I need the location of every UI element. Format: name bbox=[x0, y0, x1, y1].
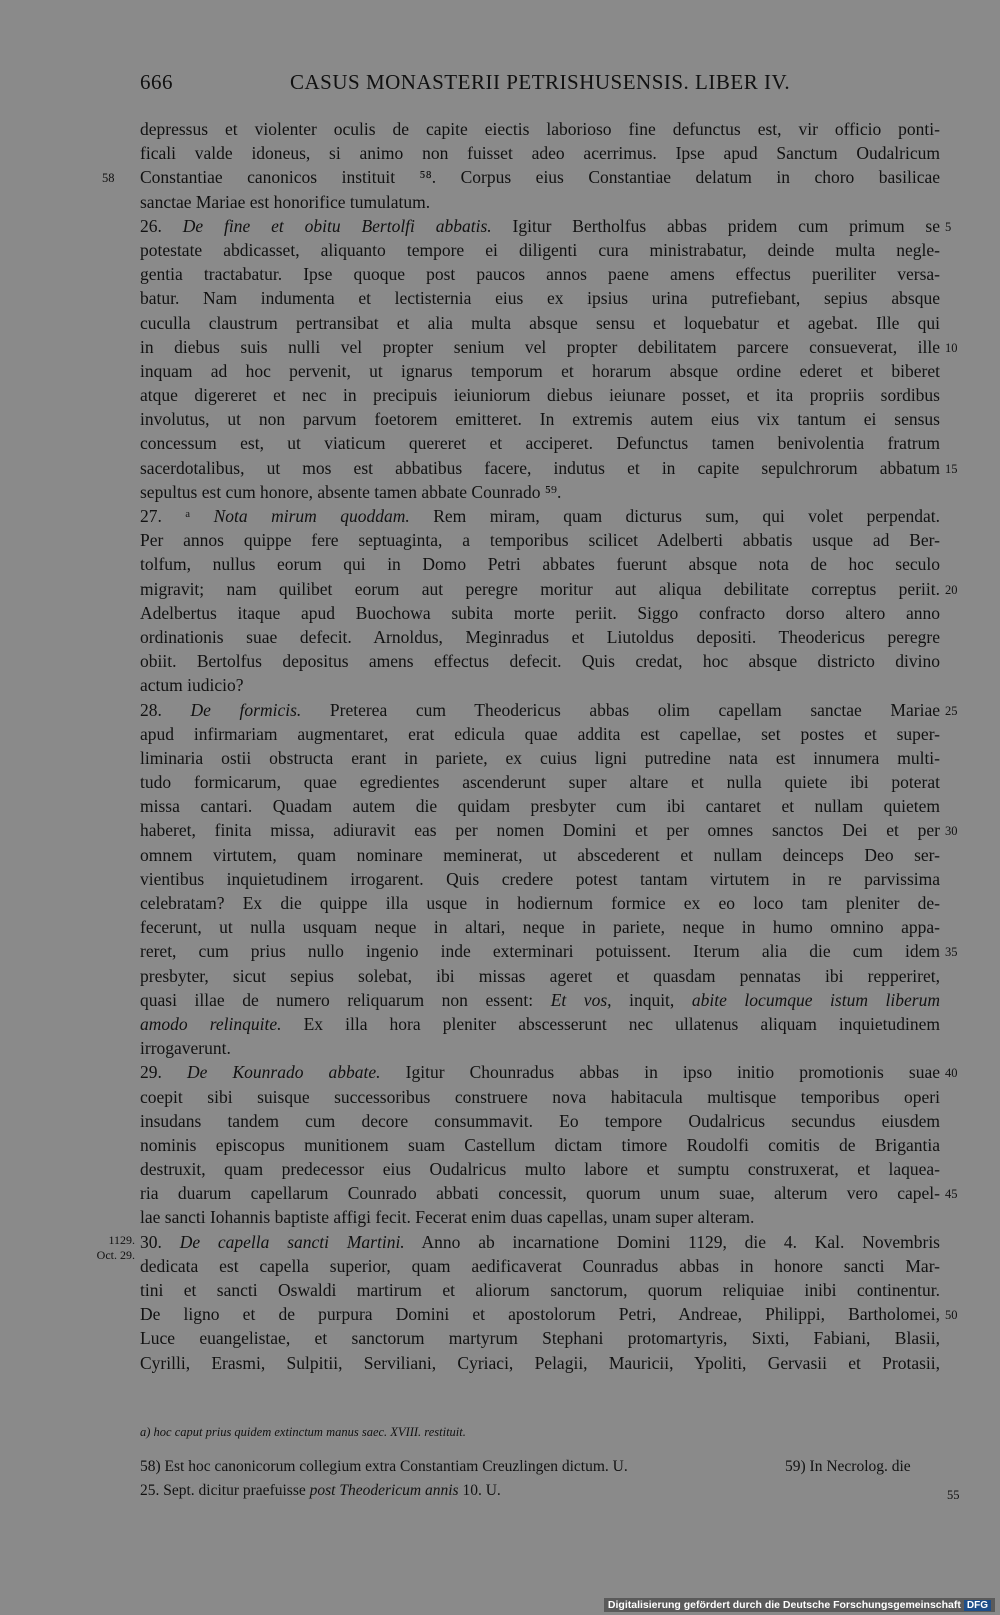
footnote-58: 58) Est hoc canonicorum collegium extra Constantiam Creuzlingen dictum. U. bbox=[140, 1458, 628, 1475]
line-text: tolfum, nullus eorum qui in Domo Petri abbates fuerunt absque nota de hoc seculo bbox=[140, 554, 940, 575]
line-text: concessum est, ut viaticum quereret et acciperet. Defunctus tamen benivolentia fratrum bbox=[140, 433, 940, 454]
text-line bbox=[140, 117, 940, 141]
line-text: ficali valde idoneus, si animo non fuisset adeo acerrimus. Ipse apud Sanctum Oudalricum bbox=[140, 143, 940, 164]
text-line bbox=[140, 1133, 940, 1157]
line-number: 25 bbox=[945, 703, 958, 718]
line-text: insudans tandem cum decore consummavit. Eo tempore Oudalricus secundus eiusdem bbox=[140, 1110, 940, 1131]
text-line bbox=[140, 818, 958, 842]
line-text: tudo formicarum, quae egredientes ascenderunt super altare et nulla quiete ibi poterat bbox=[140, 772, 940, 793]
text-line bbox=[140, 1351, 940, 1375]
line-number: 15 bbox=[945, 461, 958, 476]
line-text: missa cantari. Quadam autem die quidam presbyter cum ibi cantaret et nullam quietem bbox=[140, 796, 940, 817]
line-text: amodo relinquite. Ex illa hora pleniter abscesserunt nec ullatenus aliquam inquietudinem bbox=[140, 1013, 940, 1034]
line-number: 58 bbox=[102, 171, 115, 186]
line-text: Constantiae canonicos instituit ⁵⁸. Corpus eius Constantiae delatum in choro basilicae bbox=[140, 167, 940, 188]
text-line bbox=[140, 770, 940, 794]
line-text: 27. ᵃ Nota mirum quoddam. Rem miram, quam dicturus sum, qui volet perpendat. bbox=[140, 506, 940, 526]
line-text: Cyrilli, Erasmi, Sulpitii, Serviliani, Cyriaci, Pelagii, Mauricii, Ypoliti, Gervasii et Protasii, bbox=[140, 1352, 940, 1373]
text-line bbox=[140, 1085, 940, 1109]
text-line bbox=[140, 1278, 940, 1302]
line-text: coepit sibi suisque successoribus construere nova habitacula multisque temporibus operi bbox=[140, 1086, 940, 1107]
text-line bbox=[140, 456, 958, 480]
text-line bbox=[140, 504, 940, 528]
line-text: sanctae Mariae est honorifice tumulatum. bbox=[140, 191, 431, 212]
text-line bbox=[140, 673, 940, 697]
line-text: 30. De capella sancti Martini. Anno ab incarnatione Domini 1129, die 4. Kal. Novembris bbox=[140, 1231, 940, 1252]
dfg-banner bbox=[604, 1598, 995, 1612]
line-number: 50 bbox=[945, 1308, 958, 1323]
line-text: actum iudicio? bbox=[140, 675, 244, 696]
text-line bbox=[140, 649, 940, 673]
text-line bbox=[140, 1302, 958, 1326]
line-text: lae sancti Iohannis baptiste affigi fecit. Fecerat enim duas capellas, unam super alteram. bbox=[140, 1207, 755, 1228]
line-text: ria duarum capellarum Counrado abbati concessit, quorum unum suae, alterum vero capel- bbox=[140, 1183, 940, 1204]
text-line bbox=[140, 431, 940, 455]
text-line bbox=[140, 939, 958, 963]
line-text: De ligno et de purpura Domini et apostolorum Petri, Andreae, Philippi, Bartholomei, bbox=[140, 1304, 940, 1325]
line-text: depressus et violenter oculis de capite eiectis laborioso fine defunctus est, vir officio ponti- bbox=[140, 119, 940, 139]
line-text: inquam ad hoc pervenit, ut ignarus temporum et horarum absque ordine ederet et biberet bbox=[140, 360, 940, 381]
text-line bbox=[140, 601, 940, 625]
running-title: CASUS MONASTERII PETRISHUSENSIS. LIBER IV. bbox=[290, 70, 791, 94]
text-line bbox=[140, 238, 940, 262]
text-line bbox=[140, 746, 940, 770]
line-text: gentia tractabatur. Ipse quoque post paucos annos paene amens effectus pueriliter versa- bbox=[140, 264, 940, 285]
text-line bbox=[140, 794, 940, 818]
text-line bbox=[140, 988, 940, 1012]
text-line bbox=[140, 335, 958, 359]
text-line bbox=[140, 480, 940, 504]
footnote-text: 10. U. bbox=[458, 1482, 501, 1499]
text-line bbox=[140, 1036, 940, 1060]
dfg-logo-icon: DFG bbox=[964, 1600, 991, 1611]
footnotes bbox=[140, 1455, 960, 1503]
text-line bbox=[140, 867, 940, 891]
text-line bbox=[140, 1181, 958, 1205]
line-text: in diebus suis nulli vel propter senium vel propter debilitatem parcere consueverat, ille bbox=[140, 336, 940, 357]
line-text: obiit. Bertolfus depositus amens effectus defecit. Quis credat, hoc absque districto divino bbox=[140, 651, 940, 672]
line-number: 40 bbox=[945, 1066, 958, 1081]
line-text: celebratam? Ex die quippe illa usque in hodiernum formice ex eo loco tam pleniter de- bbox=[140, 893, 940, 913]
text-line bbox=[96, 1230, 940, 1262]
page-number: 666 bbox=[140, 70, 173, 94]
text-line bbox=[140, 141, 940, 165]
text-line bbox=[140, 843, 940, 867]
line-text: reret, cum prius nullo ingenio inde exterminari potuissent. Iterum alia die cum idem bbox=[140, 941, 940, 962]
footnote-a: a) hoc caput prius quidem extinctum manus saec. XVIII. restituit. bbox=[140, 1425, 466, 1439]
line-number: 10 bbox=[945, 340, 958, 355]
text-line bbox=[140, 214, 952, 238]
text-line bbox=[140, 528, 940, 552]
text-line bbox=[140, 552, 940, 576]
footnote-59-cont bbox=[140, 1482, 501, 1499]
text-line bbox=[140, 625, 940, 649]
text-line bbox=[140, 722, 940, 746]
line-text: potestate abdicasset, aliquanto tempore ei diligenti cura ministrabatur, deinde multa negle- bbox=[140, 239, 940, 260]
line-text: migravit; nam quilibet eorum aut peregre moritur aut aliqua debilitate correptus periit. bbox=[140, 578, 940, 599]
text-line bbox=[140, 891, 940, 915]
margin-date: Oct. 29. bbox=[96, 1247, 135, 1262]
line-number: 30 bbox=[945, 824, 958, 839]
text-line bbox=[140, 262, 940, 286]
footnote-line bbox=[140, 1479, 960, 1503]
text-line bbox=[140, 964, 940, 988]
text-line bbox=[140, 1326, 940, 1350]
line-text: Adelbertus itaque apud Buochowa subita morte periit. Siggo confracto dorso altero anno bbox=[140, 602, 940, 623]
footnote-59-start: 59) In Necrolog. die bbox=[785, 1458, 911, 1475]
text-line bbox=[140, 407, 940, 431]
line-text: sacerdotalibus, ut mos est abbatibus facere, indutus et in capite sepulchrorum abbatum bbox=[140, 457, 940, 478]
text-line bbox=[140, 1109, 940, 1133]
line-text: irrogaverunt. bbox=[140, 1038, 231, 1059]
line-text: sepultus est cum honore, absente tamen abbate Counrado ⁵⁹. bbox=[140, 481, 562, 502]
footnote-line bbox=[140, 1455, 940, 1479]
text-line bbox=[140, 359, 940, 383]
line-text: vientibus inquietudinem irrogarent. Quis credere potest tantam virtutem in re parvissima bbox=[140, 868, 940, 889]
line-number: 35 bbox=[945, 945, 958, 960]
text-line bbox=[140, 1205, 940, 1229]
line-text: tini et sancti Oswaldi martirum et aliorum sanctorum, quorum reliquiae inibi continentur. bbox=[140, 1280, 940, 1300]
text-line bbox=[140, 1060, 958, 1084]
line-text: liminaria ostii obstructa erant in pariete, ex cuius ligni putredine nata est innumera multi- bbox=[140, 747, 940, 768]
line-text: 29. De Kounrado abbate. Igitur Chounradus abbas in ipso initio promotionis suae bbox=[140, 1062, 940, 1083]
line-text: dedicata est capella superior, quam aedificaverat Counradus abbas in honore sancti Mar- bbox=[140, 1255, 940, 1276]
line-text: fecerunt, ut nulla usquam neque in altari, neque in pariete, neque in humo omnino appa- bbox=[140, 917, 940, 938]
line-number: 5 bbox=[945, 219, 952, 234]
text-line bbox=[140, 1254, 940, 1278]
body-text bbox=[96, 117, 958, 1375]
margin-year: 1129. bbox=[108, 1232, 135, 1247]
line-text: batur. Nam indumenta et lectisternia eius ex ipsius urina putrefiebant, sepius absque bbox=[140, 288, 940, 309]
line-text: quasi illae de numero reliquarum non essent: Et vos, inquit, abite locumque istum liberum bbox=[140, 989, 940, 1010]
line-text: omnem virtutem, quam nominare meminerat, ut abscederent et nullam deinceps Deo ser- bbox=[140, 844, 940, 865]
line-text: atque digereret et nec in precipuis ieiuniorum diebus ieiunare posset, et ita propriis sordibus bbox=[140, 385, 940, 406]
text-line bbox=[140, 915, 940, 939]
text-line bbox=[140, 1157, 940, 1181]
text-line bbox=[140, 286, 940, 310]
text-line bbox=[140, 1012, 940, 1036]
line-text: Luce euangelistae, et sanctorum martyrum Stephani protomartyris, Sixti, Fabiani, Blasii, bbox=[140, 1328, 940, 1349]
line-text: involutus, ut non parvum foetorem emitteret. In extremis autem eius vix tantum ei sensus bbox=[140, 409, 940, 430]
text-line bbox=[140, 311, 940, 335]
text-line bbox=[140, 383, 940, 407]
text-line bbox=[140, 698, 958, 722]
dfg-banner-text: Digitalisierung gefördert durch die Deutsche Forschungsgemeinschaft bbox=[607, 1599, 961, 1611]
footnote-italic: post Theodericum annis bbox=[309, 1482, 459, 1499]
line-text: nominis episcopus munitionem suam Castellum dictam timore Roudolfi comitis de Brigantia bbox=[140, 1134, 940, 1155]
line-number: 45 bbox=[945, 1187, 958, 1202]
text-line bbox=[140, 577, 958, 601]
line-number: 55 bbox=[947, 1488, 960, 1502]
text-line bbox=[140, 190, 940, 214]
line-text: destruxit, quam predecessor eius Oudalricus multo labore et sumptu construxerat, et laquea- bbox=[140, 1159, 940, 1180]
line-text: ordinationis suae defecit. Arnoldus, Meginradus et Liutoldus depositi. Theodericus peregre bbox=[140, 626, 940, 647]
footnote-text: 25. Sept. dicitur praefuisse bbox=[140, 1482, 310, 1499]
line-text: 28. De formicis. Preterea cum Theodericus abbas olim capellam sanctae Mariae bbox=[140, 699, 940, 720]
line-text: haberet, finita missa, adiuravit eas per nomen Domini et per omnes sanctos Dei et per bbox=[140, 820, 940, 841]
line-text: apud infirmariam augmentaret, erat edicula quae addita est capellae, set postes et super- bbox=[140, 723, 940, 744]
line-text: cuculla claustrum pertransibat et alia multa absque sensu et loquebatur et agebat. Ille qui bbox=[140, 312, 940, 333]
line-number: 20 bbox=[945, 582, 958, 597]
line-text: Per annos quippe fere septuaginta, a temporibus scilicet Adelberti abbatis usque ad Ber- bbox=[140, 530, 940, 551]
text-line bbox=[102, 165, 940, 189]
line-text: presbyter, sicut sepius solebat, ibi missas ageret et quasdam pennatas ibi repperiret, bbox=[140, 965, 940, 986]
line-text: 26. De fine et obitu Bertolfi abbatis. Igitur Bertholfus abbas pridem cum primum se bbox=[140, 215, 941, 236]
